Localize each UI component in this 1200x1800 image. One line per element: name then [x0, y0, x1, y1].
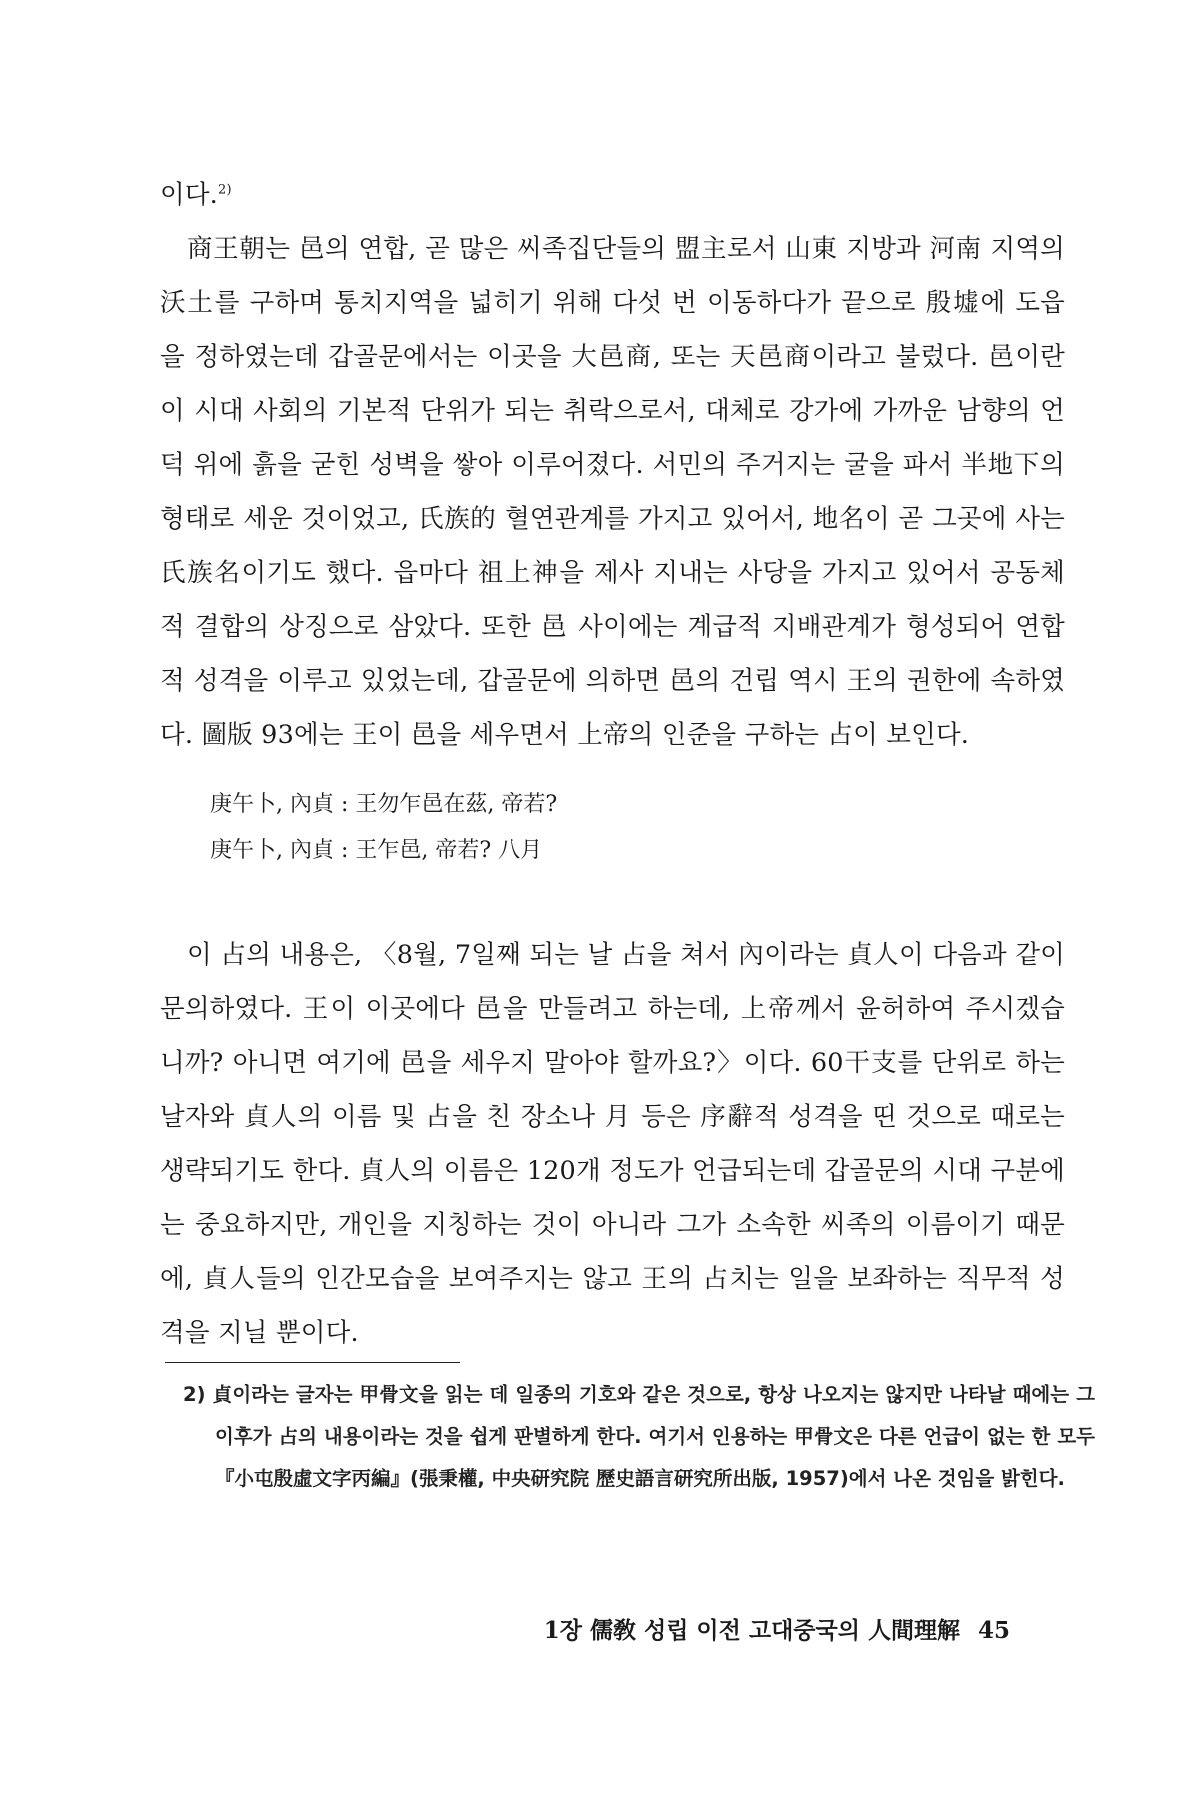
- oracle-inscription-1: 庚午卜, 內貞 : 王勿乍邑在茲, 帝若?: [210, 792, 558, 817]
- running-footer: [500, 1612, 1010, 1645]
- paragraph-continuation: [160, 168, 1065, 222]
- footnote-reference: 2): [217, 182, 232, 198]
- paragraph-shang-cities: 商王朝는 邑의 연합, 곧 많은 씨족집단들의 盟主로서 山東 지방과 河南 지역의 沃土를 구하며 통치지역을 넓히기 위해 다섯 번 이동하다가 끝으로 殷墟에 도읍을 정하였는데 갑골문에서는 이곳을 大邑商, 또는 天邑商이라고 불렀다. 邑이란 이 시대 사회의 기본적 단위가 되는 취락으로서, 대체로 강가에 가까운 남향의 언덕 위에 흙을 굳힌 성벽을 쌓아 이루어졌다. 서민의 주거지는 굴을 파서 半地下의 형태로 세운 것이었고, 氏族的 혈연관계를 가지고 있어서, 地名이 곧 그곳에 사는 氏族名이기도 했다. 읍마다 祖上神을 제사 지내는 사당을 가지고 있어서 공동체적 결합의 상징으로 삼았다. 또한 邑 사이에는 계급적 지배관계가 형성되어 연합적 성격을 이루고 있었는데, 갑골문에 의하면 邑의 건립 역시 王의 권한에 속하였다. 圖版 93에는 王이 邑을 세우면서 上帝의 인준을 구하는 占이 보인다.: [160, 234, 1065, 750]
- paragraph-divination-explanation: 이 占의 내용은, 〈8월, 7일째 되는 날 占을 쳐서 內이라는 貞人이 다음과 같이 문의하였다. 王이 이곳에다 邑을 만들려고 하는데, 上帝께서 윤허하여 주시겠습니까? 아니면 여기에 邑을 세우지 말아야 할까요?〉이다. 60干支를 단위로 하는 날자와 貞人의 이름 및 占을 친 장소나 月 등은 序辭적 성격을 띤 것으로 때로는 생략되기도 한다. 貞人의 이름은 120개 정도가 언급되는데 갑골문의 시대 구분에는 중요하지만, 개인을 지칭하는 것이 아니라 그가 소속한 씨족의 이름이기 때문에, 貞人들의 인간모습을 보여주지는 않고 王의 占치는 일을 보좌하는 직무적 성격을 지닐 뿐이다.: [160, 940, 1065, 1348]
- footnote-number: 2): [183, 1383, 206, 1406]
- page-number: 45: [977, 1617, 1010, 1644]
- paragraph-text: 이다.: [160, 180, 218, 210]
- footnote: [183, 1374, 1095, 1500]
- chapter-title: 1장 儒敎 성립 이전 고대중국의 人間理解: [543, 1617, 960, 1644]
- footnote-divider: [165, 1362, 460, 1363]
- footnote-text: 貞이라는 글자는 甲骨文을 읽는 데 일종의 기호와 같은 것으로, 항상 나오지는 않지만 나타날 때에는 그 이후가 占의 내용이라는 것을 쉽게 판별하게 한다. 여기서 인용하는 甲骨文은 다른 언급이 없는 한 모두 『小屯殷虛文字丙編』(張秉權, 中央研究院 歷史語言研究所出版, 1957)에서 나온 것임을 밝힌다.: [212, 1383, 1096, 1490]
- oracle-inscription-2: 庚午卜, 內貞 : 王乍邑, 帝若? 八月: [210, 838, 543, 863]
